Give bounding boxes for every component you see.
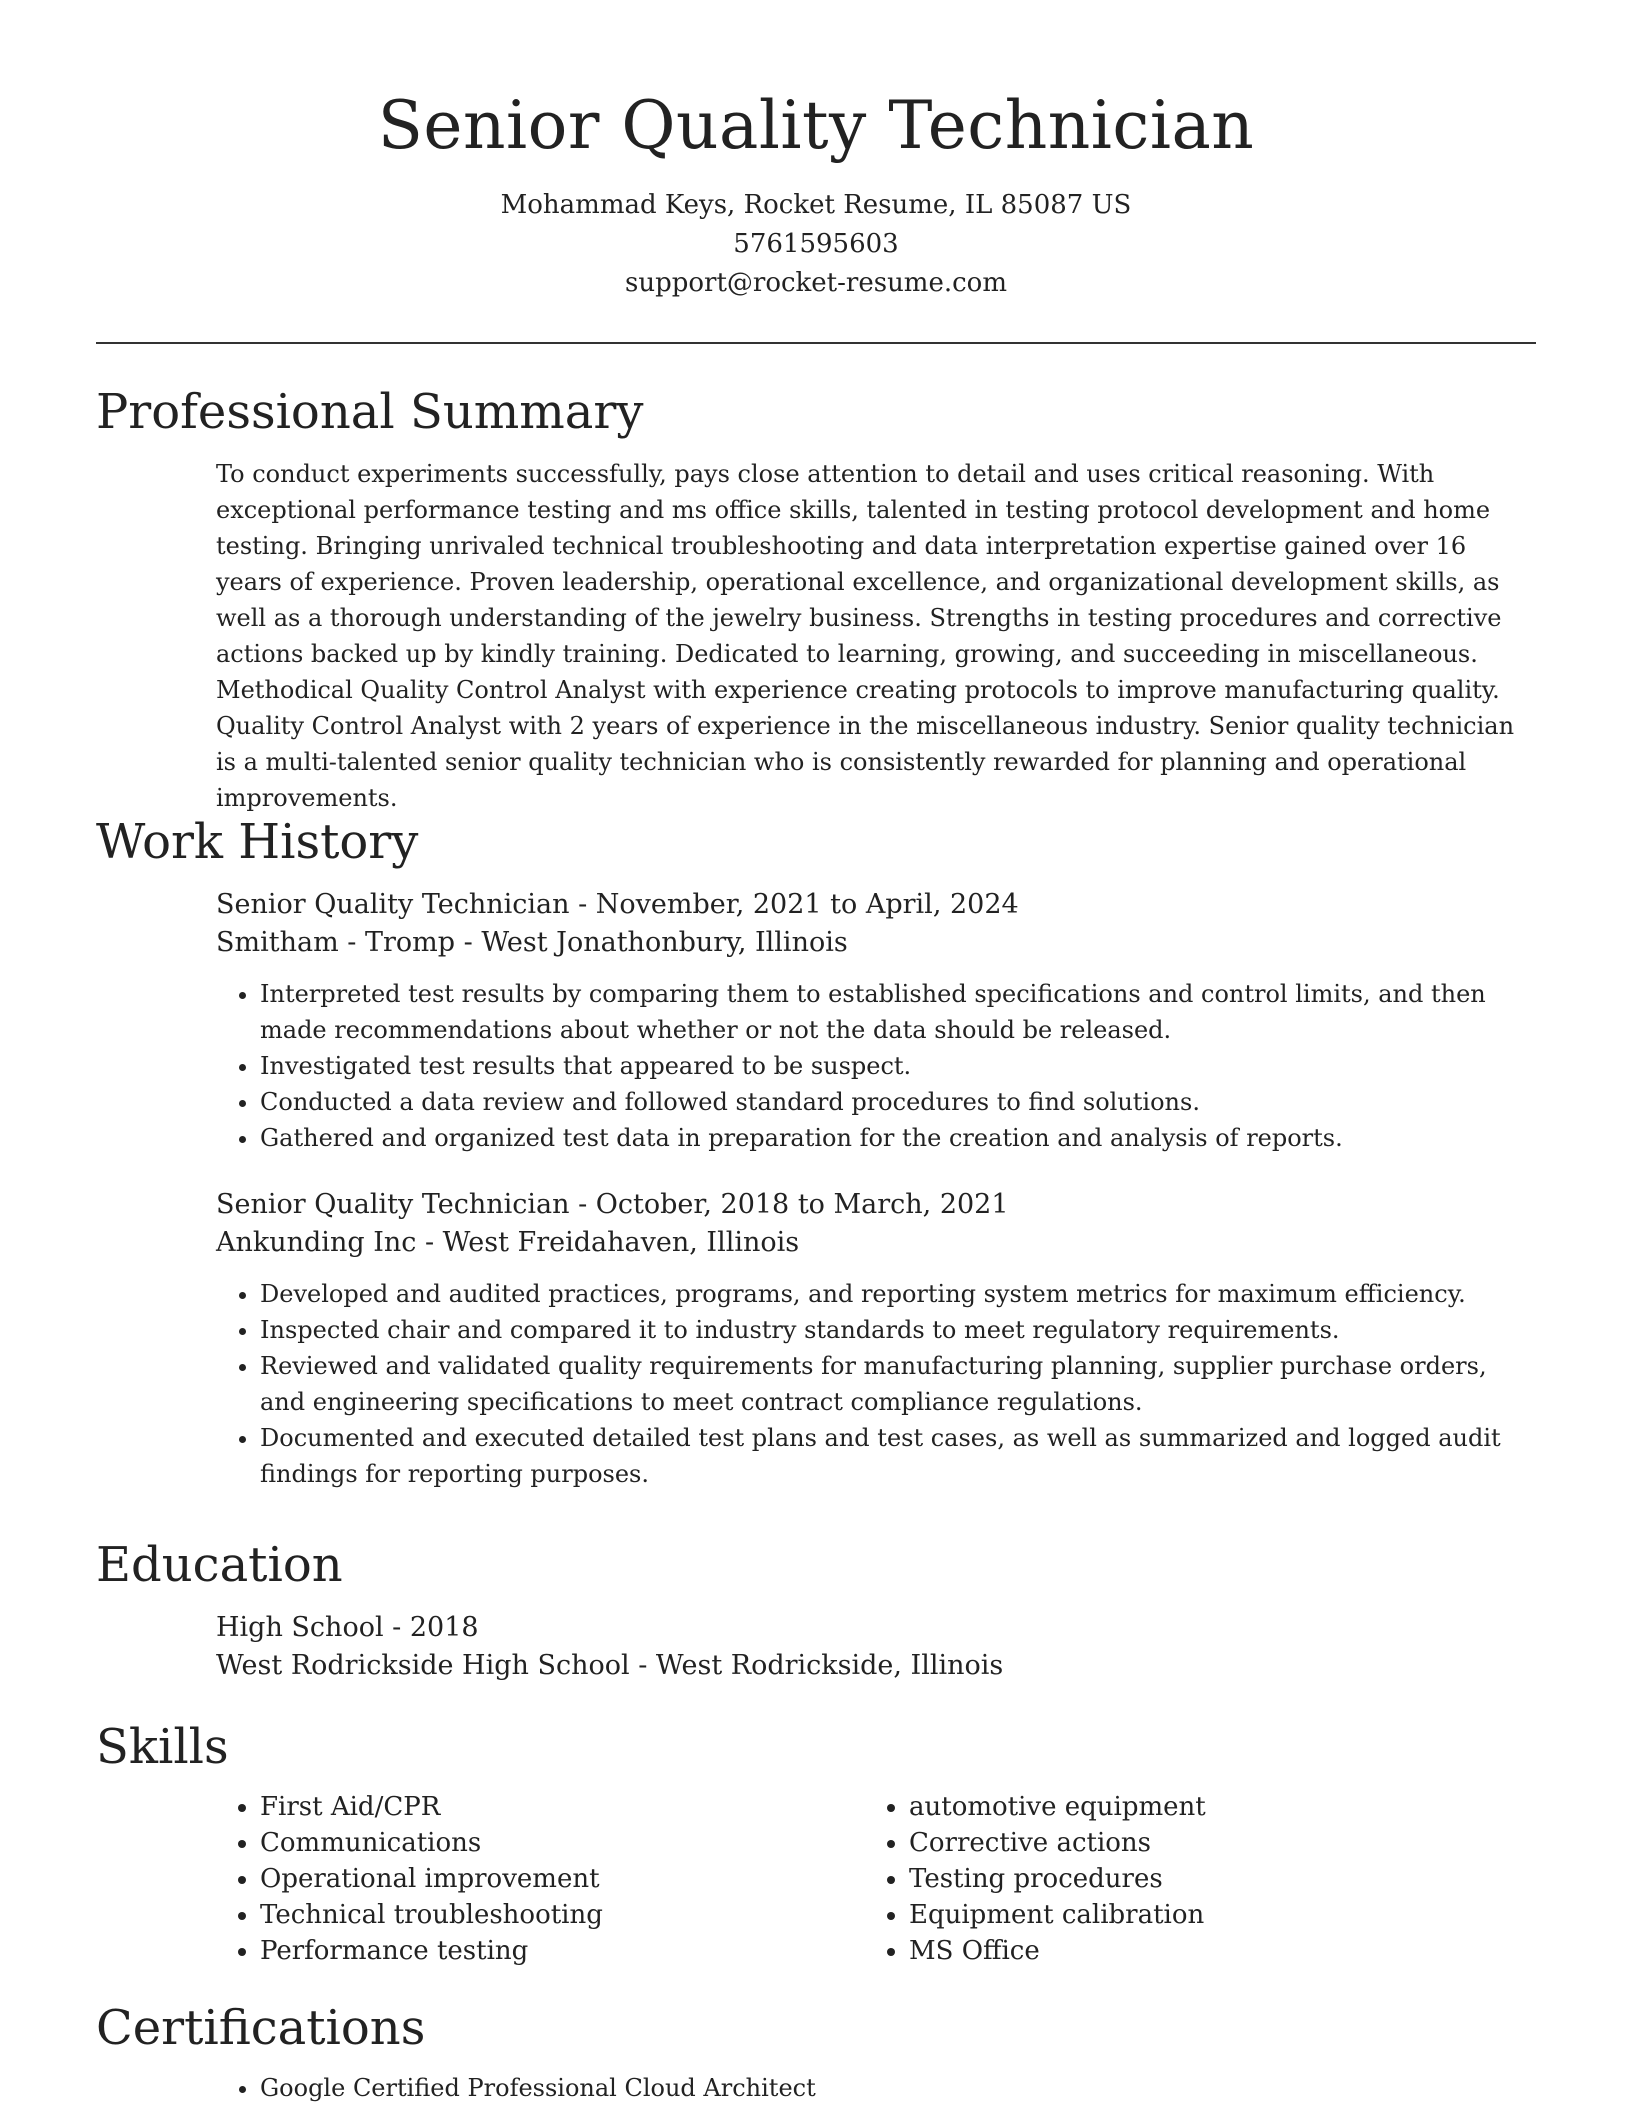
job-bullet: • Interpreted test results by comparing them to established specifications and control limits, and then made recommendations about whether or not the data should be released. <box>260 976 1536 1048</box>
summary-heading: Professional Summary <box>96 384 644 440</box>
skill-item: • Corrective actions <box>909 1825 1514 1861</box>
skills-section <box>96 1717 1536 1969</box>
certifications-list <box>216 2070 1536 2106</box>
resume-header <box>0 0 1632 303</box>
header-divider <box>96 342 1536 344</box>
skill-item: • Communications <box>260 1825 865 1861</box>
job-bullet: • Developed and audited practices, programs, and reporting system metrics for maximum efficiency. <box>260 1276 1536 1312</box>
contact-address: Mohammad Keys, Rocket Resume, IL 85087 US <box>500 190 1132 220</box>
job-bullet: • Inspected chair and compared it to industry standards to meet regulatory requirements. <box>260 1312 1536 1348</box>
skills-heading: Skills <box>96 1719 229 1775</box>
education-school: West Rodrickside High School <box>216 1650 630 1681</box>
education-school-line <box>216 1647 1536 1685</box>
job-bullet: • Investigated test results that appeared to be suspect. <box>260 1048 1536 1084</box>
job-dates: - November, 2021 to April, 2024 <box>569 889 1019 920</box>
education-degree: High School <box>216 1612 384 1643</box>
certifications-heading: Certifications <box>96 2000 426 2056</box>
job-title: Senior Quality Technician <box>216 889 570 920</box>
job-entry <box>216 886 1536 1156</box>
job-bullet: • Gathered and organized test data in preparation for the creation and analysis of reports. <box>260 1120 1536 1156</box>
job-bullet: • Documented and executed detailed test plans and test cases, as well as summarized and logged audit findings for reporting purposes. <box>260 1420 1536 1492</box>
skill-item: • Performance testing <box>260 1933 865 1969</box>
job-title-line <box>216 1186 1536 1224</box>
job-company-line <box>216 1224 1536 1262</box>
job-location: - West Jonathonbury, Illinois <box>455 927 848 958</box>
job-dates: - October, 2018 to March, 2021 <box>569 1189 1009 1220</box>
skill-item: • Equipment calibration <box>909 1897 1514 1933</box>
education-section <box>96 1535 1536 1685</box>
job-bullet: • Reviewed and validated quality requirements for manufacturing planning, supplier purchase orders, and engineering specifications to meet contract compliance regulations. <box>260 1348 1536 1420</box>
job-title: Senior Quality Technician <box>216 1189 570 1220</box>
skill-item: • First Aid/CPR <box>260 1789 865 1825</box>
work-history-heading: Work History <box>96 814 419 870</box>
skill-item: • Operational improvement <box>260 1861 865 1897</box>
certification-item: • Google Certified Professional Cloud Architect <box>260 2070 1536 2106</box>
skill-item: • Testing procedures <box>909 1861 1514 1897</box>
job-bullets <box>216 976 1536 1156</box>
education-year: - 2018 <box>383 1612 479 1643</box>
certifications-section <box>96 1998 1536 2106</box>
job-company: Ankunding Inc <box>216 1227 417 1258</box>
education-location: - West Rodrickside, Illinois <box>629 1650 1004 1681</box>
job-company-line <box>216 924 1536 962</box>
education-degree-line <box>216 1609 1536 1647</box>
job-entry <box>216 1186 1536 1492</box>
contact-block <box>0 186 1632 303</box>
contact-phone: 5761595603 <box>733 229 899 259</box>
summary-section <box>96 382 1536 816</box>
job-bullets <box>216 1276 1536 1492</box>
resume-title: Senior Quality Technician <box>377 87 1255 164</box>
job-location: - West Freidahaven, Illinois <box>416 1227 800 1258</box>
job-title-line <box>216 886 1536 924</box>
job-bullet: • Conducted a data review and followed standard procedures to find solutions. <box>260 1084 1536 1120</box>
job-company: Smitham - Tromp <box>216 927 456 958</box>
skills-list-left <box>216 1789 865 1969</box>
summary-text: To conduct experiments successfully, pays close attention to detail and uses critical reasoning. With exceptional performance testing and ms office skills, talented in testing protocol development and home testing. Bringing unrivaled technical troubleshooting and data interpretation expertise gained over 16 years of experience. Proven leadership, operational excellence, and organizational development skills, as well as a thorough understanding of the jewelry business. Strengths in testing procedures and corrective actions backed up by kindly training. Dedicated to learning, growing, and succeeding in miscellaneous. Methodical Quality Control Analyst with experience creating protocols to improve manufacturing quality. Quality Control Analyst with 2 years of experience in the miscellaneous industry. Senior quality technician is a multi-talented senior quality technician who is consistently rewarded for planning and operational improvements. <box>216 460 1515 812</box>
work-history-section <box>96 812 1536 1492</box>
skills-list-right <box>865 1789 1514 1969</box>
contact-email: support@rocket-resume.com <box>624 268 1007 298</box>
education-heading: Education <box>96 1537 343 1593</box>
skill-item: • MS Office <box>909 1933 1514 1969</box>
skill-item: • automotive equipment <box>909 1789 1514 1825</box>
skills-columns <box>216 1789 1536 1969</box>
skill-item: • Technical troubleshooting <box>260 1897 865 1933</box>
